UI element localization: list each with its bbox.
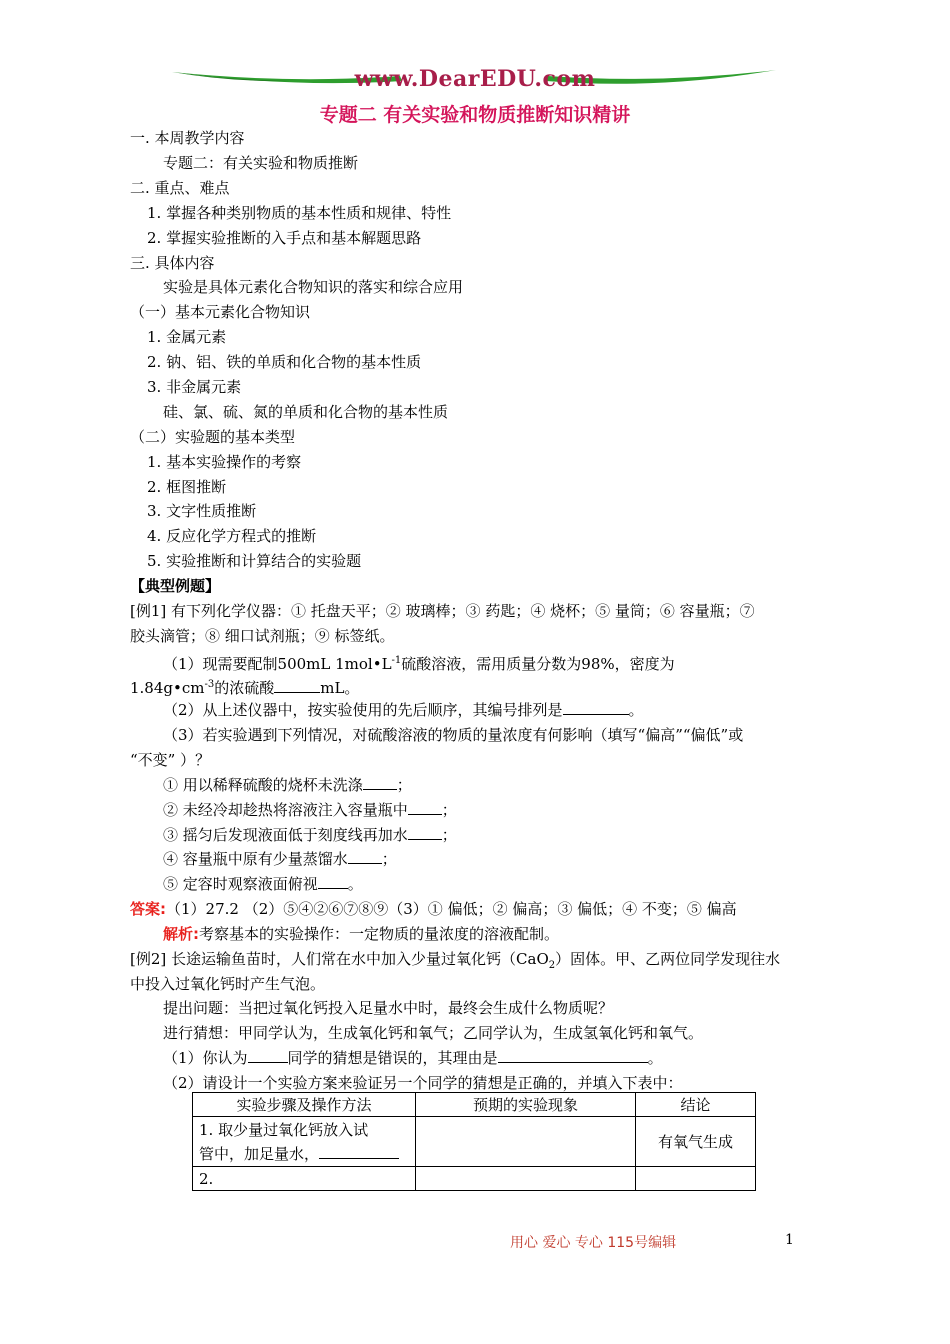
example2-line: 中投入过氧化钙时产生气泡。 [130,975,326,993]
table-cell: 有氧气生成 [636,1117,756,1167]
table-header: 结论 [636,1093,756,1117]
subsection-heading: （二）实验题的基本类型 [130,428,296,446]
site-url: www.DearEDU.com [354,66,596,92]
table-row [193,1117,756,1167]
answer-blank[interactable] [408,825,442,840]
table-cell: 2. [193,1167,416,1191]
example1-line: [例1] 有下列化学仪器：① 托盘天平；② 玻璃棒；③ 药匙；④ 烧杯；⑤ 量筒；⑥ 容量瓶；⑦ [130,602,755,620]
list-item: 2. 钠、铝、铁的单质和化合物的基本性质 [147,353,422,371]
case-item: ③ 摇匀后发现液面低于刻度线再加水 ； [163,826,457,844]
table-cell[interactable] [636,1167,756,1191]
list-item: 4. 反应化学方程式的推断 [147,527,317,545]
example2-line: 提出问题：当把过氧化钙投入足量水中时，最终会生成什么物质呢？ [163,999,614,1017]
table-header: 预期的实验现象 [416,1093,636,1117]
case-item: ⑤ 定容时观察液面俯视 。 [163,875,363,893]
example1-question: （2）从上述仪器中，按实验使用的先后顺序，其编号排列是 。 [163,701,644,719]
list-item: 2. 框图推断 [147,478,227,496]
table-cell[interactable] [416,1117,636,1167]
case-item: ② 未经冷却趁热将溶液注入容量瓶中 ； [163,801,457,819]
answer-blank[interactable] [318,874,348,889]
section-heading: 二. 重点、难点 [130,179,230,197]
answer-label: 答案: [130,900,166,918]
footer-text: 用心 爱心 专心 115号编辑 [510,1235,677,1251]
example1-question: （1）现需要配制500mL $1mol•L^{-1}$硫酸溶液，需用质量分数为98%，密度为 [163,655,675,673]
example1-question: “不变” ）？ [130,751,211,769]
analysis-label: 解析: [163,925,199,943]
examples-heading: 【典型例题】 [130,577,221,595]
answer-blank[interactable] [348,849,382,864]
page-title: 专题二 有关实验和物质推断知识精讲 [319,104,631,126]
section-heading: 三. 具体内容 [130,254,215,272]
answer-blank[interactable] [363,775,397,790]
table-header: 实验步骤及操作方法 [193,1093,416,1117]
example1-line: 胶头滴管；⑧ 细口试剂瓶；⑨ 标签纸。 [130,627,395,645]
list-item: 1. 金属元素 [147,328,227,346]
example2-question: （1）你认为 同学的猜想是错误的，其理由是 。 [163,1049,663,1067]
list-item: 5. 实验推断和计算结合的实验题 [147,552,362,570]
section-heading: 一. 本周教学内容 [130,129,245,147]
table-header-row [193,1093,756,1117]
answer-blank[interactable] [248,1048,288,1063]
list-item: 3. 非金属元素 [147,378,242,396]
answer-blank[interactable] [319,1144,399,1159]
body-line: 专题二：有关实验和物质推断 [163,154,359,172]
answer-blank[interactable] [498,1048,648,1063]
analysis-line: 解析:考察基本的实验操作：一定物质的量浓度的溶液配制。 [163,925,560,943]
list-item: 1. 掌握各种类别物质的基本性质和规律、特性 [147,204,452,222]
case-item: ① 用以稀释硫酸的烧杯未洗涤 ； [163,776,412,794]
table-cell[interactable] [416,1167,636,1191]
answer-line: 答案:（1）27.2 （2）⑤④②⑥⑦⑧⑨（3）① 偏低；② 偏高；③ 偏低；④ 不变；⑤ 偏高 [130,900,737,918]
list-item: 2. 掌握实验推断的入手点和基本解题思路 [147,229,422,247]
table-row [193,1167,756,1191]
example1-question: $1.84g•cm^{-3}$的浓硫酸 mL。 [130,679,360,697]
case-item: ④ 容量瓶中原有少量蒸馏水 ； [163,850,397,868]
answer-blank[interactable] [563,700,629,715]
example1-question: （3）若实验遇到下列情况，对硫酸溶液的物质的量浓度有何影响（填写“偏高”“偏低”或 [163,726,744,744]
body-line: 实验是具体元素化合物知识的落实和综合应用 [163,278,464,296]
example2-question: （2）请设计一个实验方案来验证另一个同学的猜想是正确的，并填入下表中： [163,1074,683,1092]
list-item: 3. 文字性质推断 [147,502,257,520]
experiment-table [192,1092,756,1191]
list-item: 1. 基本实验操作的考察 [147,453,302,471]
page-number: 1 [785,1232,794,1248]
answer-blank[interactable] [408,800,442,815]
subsection-heading: （一）基本元素化合物知识 [130,303,311,321]
answer-blank[interactable] [274,678,320,693]
body-line: 硅、氯、硫、氮的单质和化合物的基本性质 [163,403,449,421]
example2-line: 进行猜想：甲同学认为，生成氧化钙和氧气；乙同学认为，生成氢氧化钙和氧气。 [163,1024,704,1042]
table-cell: 1. 取少量过氧化钙放入试 管中，加足量水， [193,1117,416,1167]
example2-line: [例2] 长途运输鱼苗时，人们常在水中加入少量过氧化钙（CaO$_2$）固体。甲、乙两位同学发现往水 [130,950,781,971]
site-banner [170,62,780,98]
